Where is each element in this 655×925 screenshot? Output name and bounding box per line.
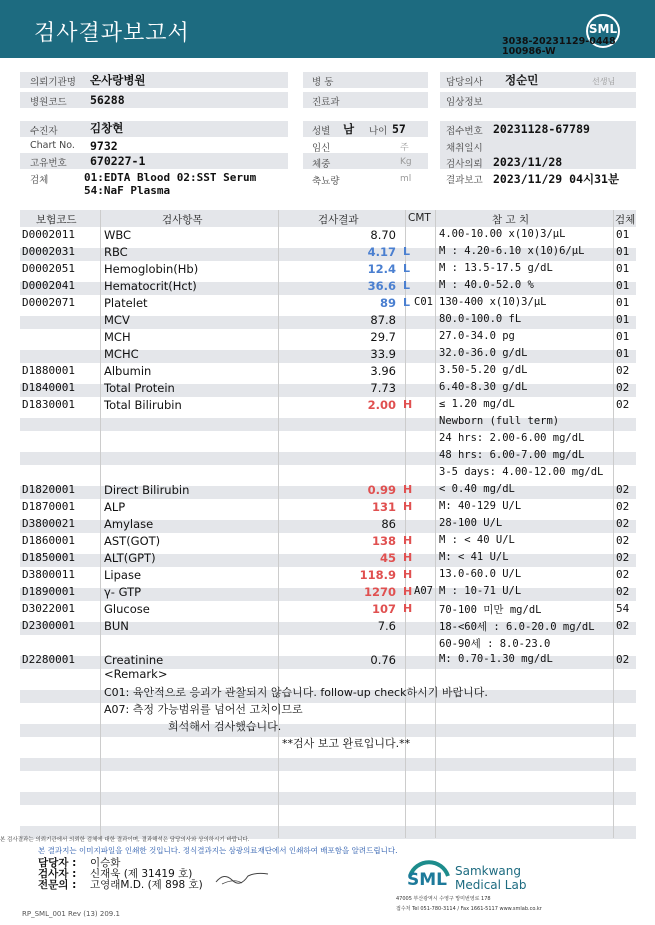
row-code: D1850001 [22, 551, 75, 564]
row-flag: H [403, 534, 413, 547]
row-result: 86 [381, 517, 396, 531]
doctor-name: 정순민 [505, 73, 539, 87]
pregnancy-unit: 주 [400, 143, 409, 153]
row-result: 36.6 [367, 279, 396, 293]
row-item: Platelet [104, 296, 148, 310]
report-title: 검사결과보고서 [34, 21, 190, 46]
row-specimen: 02 [616, 483, 630, 496]
row-item: Direct Bilirubin [104, 483, 190, 497]
urine-unit: ml [400, 174, 412, 184]
row-code: D3800011 [22, 568, 75, 581]
row-reference: 60-90세 : 8.0-23.0 [439, 638, 551, 650]
row-flag: H [403, 483, 413, 496]
row-flag: H [403, 398, 413, 411]
row-item: Albumin [104, 364, 152, 378]
col-header-spec: 검체 [615, 214, 636, 226]
row-item: MCV [104, 313, 130, 327]
staff-label: 담당자 : [38, 857, 77, 869]
sample-time-label: 채취일시 [446, 143, 483, 154]
row-specimen: 01 [616, 296, 630, 309]
row-specimen: 01 [616, 330, 630, 343]
col-header-cmt: CMT [408, 212, 431, 224]
row-specimen: 01 [616, 262, 630, 275]
id-number: 670227-1 [90, 154, 146, 168]
row-flag: H [403, 551, 413, 564]
row-result: 89 [379, 296, 396, 310]
row-reference: 18-<60세 : 6.0-20.0 mg/dL [439, 621, 595, 633]
row-specimen: 01 [616, 245, 630, 258]
row-item: RBC [104, 245, 128, 259]
row-item: Creatinine [104, 653, 164, 667]
row-code: D2300001 [22, 619, 75, 632]
sex-label: 성별 [312, 126, 331, 137]
row-flag: H [403, 500, 413, 513]
row-reference: 28-100 U/L [439, 517, 503, 529]
id-label: 고유번호 [30, 158, 67, 169]
staff-name: 이승화 [90, 857, 121, 869]
company-name-1: Samkwang [455, 864, 521, 878]
row-result: 7.73 [370, 381, 396, 395]
row-specimen: 02 [616, 551, 630, 564]
col-header-ref: 참 고 치 [492, 214, 530, 226]
weight-label: 체중 [312, 159, 331, 170]
remark-a07-line-2: 희석해서 검사했습니다. [168, 720, 282, 733]
row-cmt: A07 [414, 585, 433, 597]
row-reference: 24 hrs: 2.00-6.00 mg/dL [439, 432, 585, 444]
row-specimen: 02 [616, 585, 630, 598]
info-bg-patient [20, 121, 288, 137]
row-specimen: 02 [616, 653, 630, 666]
row-reference: 48 hrs: 6.00-7.00 mg/dL [439, 449, 585, 461]
row-specimen: 01 [616, 313, 630, 326]
row-flag: L [403, 279, 411, 292]
receipt-label: 접수번호 [446, 126, 483, 137]
row-code: D0002041 [22, 279, 75, 292]
row-specimen: 02 [616, 568, 630, 581]
row-result: 33.9 [370, 347, 396, 361]
chart-label: Chart No. [30, 140, 75, 151]
row-reference: 80.0-100.0 fL [439, 313, 522, 325]
hospital-name: 온사랑병원 [90, 73, 146, 87]
row-flag: L [403, 262, 411, 275]
signature-icon [212, 866, 272, 888]
footer-small-notice: 본 검사결과는 의뢰기관에서 의뢰한 검체에 대한 결과이며, 결과해석은 담당의사와 상의하시기 바랍니다. [0, 837, 250, 843]
row-flag: H [403, 602, 413, 615]
row-reference: M: 40-129 U/L [439, 500, 522, 512]
dept-label: 진료과 [312, 97, 340, 108]
row-reference: 3-5 days: 4.00-12.00 mg/dL [439, 466, 604, 478]
column-divider [613, 210, 614, 838]
row-code: D1890001 [22, 585, 75, 598]
expert-label: 전문의 : [38, 879, 77, 891]
row-result: 3.96 [370, 364, 396, 378]
footer-notice: 본 결과지는 이미지파일을 인쇄한 것입니다. 정식결과지는 삼광의료재단에서 인쇄하여 배포함을 알려드립니다. [38, 846, 398, 855]
row-cmt: C01 [414, 296, 433, 308]
column-divider [278, 210, 279, 838]
row-reference: 130-400 x(10)3/μL [439, 296, 547, 308]
column-divider [435, 210, 436, 838]
row-code: D0002011 [22, 228, 75, 241]
weight-unit: Kg [400, 157, 412, 167]
row-reference: M: < 41 U/L [439, 551, 509, 563]
row-specimen: 54 [616, 602, 630, 615]
row-result: 4.17 [367, 245, 396, 259]
row-reference: 6.40-8.30 g/dL [439, 381, 528, 393]
hospital-code: 56288 [90, 93, 125, 107]
row-item: Hemoglobin(Hb) [104, 262, 199, 276]
row-flag: H [403, 585, 413, 598]
clinical-label: 임상정보 [446, 97, 483, 108]
row-reference: M : 13.5-17.5 g/dL [439, 262, 553, 274]
pregnancy-label: 임신 [312, 143, 331, 154]
row-specimen: 02 [616, 398, 630, 411]
col-header-result: 검사결과 [318, 214, 359, 226]
specimen-line-2: 54:NaF Plasma [84, 184, 171, 197]
col-header-code: 보험코드 [36, 214, 77, 226]
expert-name: 고영래M.D. (제 898 호) [90, 879, 203, 891]
patient-name: 김창현 [90, 121, 124, 135]
row-specimen: 01 [616, 347, 630, 360]
row-result: 8.70 [370, 228, 396, 242]
specimen-label: 검체 [30, 175, 49, 186]
row-item: AST(GOT) [104, 534, 161, 548]
row-code: D0002031 [22, 245, 75, 258]
remark-c01: C01: 육안적으로 응괴가 관찰되지 않습니다. follow-up check하시기 바랍니다. [104, 686, 488, 699]
row-item: Hematocrit(Hct) [104, 279, 197, 293]
row-code: D2280001 [22, 653, 75, 666]
row-code: D1820001 [22, 483, 75, 496]
row-flag: L [403, 296, 411, 309]
sex-value: 남 [343, 122, 355, 136]
row-code: D1860001 [22, 534, 75, 547]
row-item: MCHC [104, 347, 139, 361]
row-flag: H [403, 568, 413, 581]
row-reference: 70-100 미만 mg/dL [439, 604, 542, 616]
patient-label: 수진자 [30, 126, 58, 137]
row-item: Lipase [104, 568, 142, 582]
row-item: ALT(GPT) [104, 551, 156, 565]
row-item: BUN [104, 619, 129, 633]
urine-label: 축뇨량 [312, 176, 340, 187]
row-code: D1880001 [22, 364, 75, 377]
row-result: 138 [371, 534, 396, 548]
row-specimen: 01 [616, 228, 630, 241]
company-name-2: Medical Lab [455, 878, 527, 892]
row-item: ALP [104, 500, 126, 514]
remark-title: <Remark> [104, 667, 168, 681]
row-result: 12.4 [367, 262, 396, 276]
tester-name: 신재욱 (제 31419 호) [90, 868, 193, 880]
age-label: 나이 [369, 126, 388, 137]
row-specimen: 02 [616, 534, 630, 547]
row-flag: L [403, 245, 411, 258]
row-code: D0002051 [22, 262, 75, 275]
sml-logo-text: SML [588, 22, 618, 36]
row-reference: ≤ 1.20 mg/dL [439, 398, 515, 410]
col-header-item: 검사항목 [162, 214, 203, 226]
column-divider [100, 210, 101, 838]
row-reference: M : 10-71 U/L [439, 585, 522, 597]
row-result: 107 [371, 602, 396, 616]
row-item: Total Bilirubin [104, 398, 182, 412]
report-label: 결과보고 [446, 175, 483, 186]
hospital-code-label: 병원코드 [30, 97, 67, 108]
row-reference: 4.00-10.00 x(10)3/μL [439, 228, 566, 240]
row-stripe [20, 792, 636, 805]
row-specimen: 02 [616, 517, 630, 530]
row-reference: 32.0-36.0 g/dL [439, 347, 528, 359]
row-reference: 27.0-34.0 pg [439, 330, 515, 342]
row-result: 2.00 [367, 398, 396, 412]
row-result: 118.9 [359, 568, 396, 582]
row-code: D3022001 [22, 602, 75, 615]
remark-a07-line-1: A07: 측정 가능범위를 넘어선 고치이므로 [104, 703, 303, 716]
row-result: 131 [371, 500, 396, 514]
row-item: Total Protein [104, 381, 175, 395]
row-result: 7.6 [377, 619, 396, 633]
form-number: RP_SML_001 Rev (13) 209.1 [22, 910, 120, 918]
age-value: 57 [392, 122, 406, 136]
row-reference: 3.50-5.20 g/dL [439, 364, 528, 376]
receipt-number: 20231128-67789 [493, 122, 590, 136]
sml-footer-logo-text: SML [407, 870, 447, 890]
company-address: 47005 부산광역시 수영구 망미번영로 178 [396, 896, 491, 902]
row-reference: < 0.40 mg/dL [439, 483, 515, 495]
report-complete-note: **검사 보고 완료입니다.** [282, 737, 411, 750]
doctor-suffix: 선생님 [592, 77, 616, 86]
row-code: D3800021 [22, 517, 75, 530]
request-date: 2023/11/28 [493, 155, 563, 169]
row-code: D1830001 [22, 398, 75, 411]
row-result: 87.8 [370, 313, 396, 327]
row-item: MCH [104, 330, 131, 344]
chart-number: 9732 [90, 139, 118, 153]
row-item: WBC [104, 228, 132, 242]
row-result: 45 [379, 551, 396, 565]
company-phone: 접수처 Tel 051-780-3114 / Fax 1661-5117 www.smlab.co.kr [396, 906, 542, 912]
row-reference: M : 4.20-6.10 x(10)6/μL [439, 245, 585, 257]
row-reference: 13.0-60.0 U/L [439, 568, 522, 580]
document-number: 3038-20231129-0448 100986-W [502, 36, 616, 57]
row-code: D0002071 [22, 296, 75, 309]
report-datetime: 2023/11/29 04시31분 [493, 172, 620, 186]
row-result: 1270 [363, 585, 396, 599]
row-reference: Newborn (full term) [439, 415, 560, 427]
row-specimen: 02 [616, 619, 630, 632]
tester-label: 검사자 : [38, 868, 77, 880]
ward-label: 병 동 [312, 77, 334, 88]
row-result: 0.76 [370, 653, 396, 667]
row-specimen: 02 [616, 500, 630, 513]
row-item: Amylase [104, 517, 154, 531]
request-label: 검사의뢰 [446, 159, 483, 170]
row-result: 29.7 [370, 330, 396, 344]
doctor-label: 담당의사 [446, 77, 483, 88]
row-item: γ- GTP [104, 585, 142, 599]
row-specimen: 01 [616, 279, 630, 292]
row-item: Glucose [104, 602, 150, 616]
row-reference: M : 40.0-52.0 % [439, 279, 534, 291]
row-code: D1840001 [22, 381, 75, 394]
hospital-label: 의뢰기관명 [30, 77, 76, 88]
row-reference: M : < 40 U/L [439, 534, 515, 546]
row-code: D1870001 [22, 500, 75, 513]
row-reference: M: 0.70-1.30 mg/dL [439, 653, 553, 665]
row-specimen: 02 [616, 381, 630, 394]
row-result: 0.99 [367, 483, 396, 497]
specimen-line-1: 01:EDTA Blood 02:SST Serum [84, 171, 257, 184]
row-specimen: 02 [616, 364, 630, 377]
row-stripe [20, 758, 636, 771]
